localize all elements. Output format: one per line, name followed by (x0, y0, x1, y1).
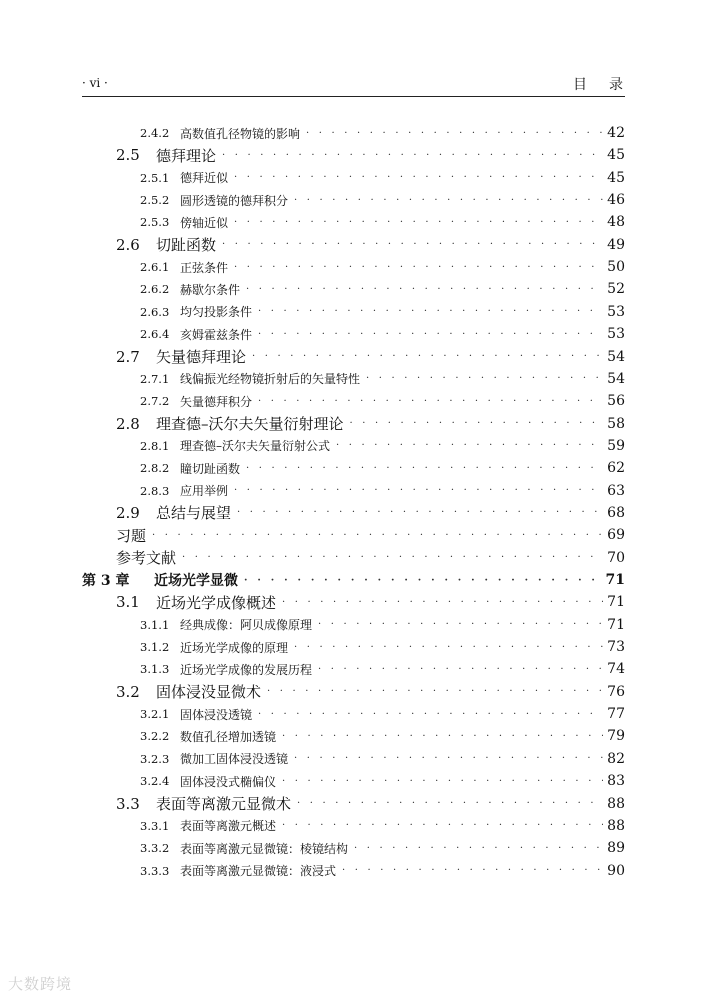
toc-entry-number: 2.6.4 (140, 327, 170, 342)
toc-entry[interactable] (140, 636, 625, 658)
toc-entry-number: 2.5 (116, 146, 140, 165)
toc-entry-number: 3.2.1 (140, 707, 170, 722)
dot-leader (294, 753, 603, 764)
toc-entry-number: 3.3.2 (140, 841, 170, 856)
dot-leader (342, 865, 603, 876)
toc-entry-title: 瞳切趾函数 (180, 461, 241, 476)
toc-entry-title: 固体浸没式椭偏仪 (180, 774, 277, 789)
toc-entry-number: 2.5.1 (140, 170, 170, 185)
toc-entry[interactable] (140, 167, 625, 189)
toc-entry-number: 2.7 (116, 347, 140, 366)
toc-entry-number: 2.6.2 (140, 282, 170, 297)
toc-entry-title: 理查德–沃尔夫矢量衍射理论 (156, 415, 344, 434)
toc-entry-page: 54 (607, 370, 625, 387)
toc-entry-title: 微加工固体浸没透镜 (180, 752, 289, 767)
toc-entry-title: 表面等离激元显微镜：液浸式 (180, 864, 337, 879)
dot-leader (258, 396, 603, 407)
toc-entry[interactable] (140, 457, 625, 479)
toc-entry-page: 62 (607, 460, 625, 477)
toc-entry-number: 第 3 章 (82, 573, 130, 589)
dot-leader (234, 172, 603, 183)
dot-leader (246, 284, 603, 295)
toc-entry[interactable] (116, 524, 625, 546)
dot-leader (318, 664, 603, 675)
toc-entry-number: 3.1.3 (140, 662, 170, 677)
toc-entry-number: 2.5.2 (140, 193, 170, 208)
toc-entry-title: 线偏振光经物镜折射后的矢量特性 (180, 372, 361, 387)
toc-entry-page: 71 (605, 572, 625, 588)
toc-entry-number: 3.2.2 (140, 729, 170, 744)
toc-entry-title: 高数值孔径物镜的影响 (180, 126, 301, 141)
toc-entry-number: 2.8.1 (140, 438, 170, 453)
toc-entry-title: 参考文献 (116, 549, 177, 568)
dot-leader (258, 329, 603, 340)
toc-entry-number: 3.2.3 (140, 751, 170, 766)
toc-entry[interactable] (140, 256, 625, 278)
toc-entry-number: 3.3 (116, 794, 140, 813)
toc-entry-page: 45 (607, 147, 625, 164)
toc-entry-number: 3.2 (116, 682, 140, 701)
dot-leader (350, 418, 604, 429)
toc-entry-number: 3.1.2 (140, 640, 170, 655)
toc-entry-page: 76 (607, 683, 625, 700)
toc-entry-title: 近场光学显微 (154, 573, 238, 589)
toc-entry-title: 近场光学成像的原理 (180, 640, 289, 655)
toc-entry-number: 2.8.2 (140, 461, 170, 476)
toc-entry[interactable] (116, 234, 625, 256)
toc-entry-page: 70 (607, 549, 625, 566)
toc-entry-title: 德拜理论 (156, 146, 217, 165)
toc-entry[interactable] (140, 211, 625, 233)
toc-entry-page: 77 (607, 706, 625, 723)
toc-entry-page: 54 (607, 348, 625, 365)
toc-entry[interactable] (116, 591, 625, 613)
toc-entry-title: 理查德–沃尔夫矢量衍射公式 (180, 439, 331, 454)
toc-entry[interactable] (140, 480, 625, 502)
dot-leader (282, 820, 603, 831)
page-number: · vi · (82, 76, 108, 90)
toc-entry-number: 2.8.3 (140, 483, 170, 498)
toc-entry-page: 69 (607, 527, 625, 544)
toc-entry-number: 2.7.1 (140, 371, 170, 386)
dot-leader (258, 709, 603, 720)
toc-entry-page: 73 (607, 639, 625, 656)
dot-leader (294, 642, 603, 653)
toc-entry-page: 79 (607, 728, 625, 745)
toc-entry-number: 2.6.1 (140, 260, 170, 275)
toc-entry-number: 3.3.3 (140, 863, 170, 878)
toc-entry[interactable] (140, 390, 625, 412)
dot-leader (234, 485, 603, 496)
toc-entry-number: 2.9 (116, 503, 140, 522)
toc-entry-title: 赫歇尔条件 (180, 282, 241, 297)
toc-entry-title: 表面等离激元显微镜：棱镜结构 (180, 841, 349, 856)
toc-entry[interactable] (140, 189, 625, 211)
toc-entry-title: 切趾函数 (156, 236, 217, 255)
toc-entry[interactable] (116, 547, 625, 569)
toc-entry[interactable] (140, 368, 625, 390)
dot-leader (282, 776, 603, 787)
toc-entry-number: 2.6 (116, 235, 140, 254)
toc-entry-title: 正弦条件 (180, 260, 229, 275)
toc-entry-page: 45 (607, 169, 625, 186)
toc-entry-page: 59 (607, 437, 625, 454)
toc-entry-page: 49 (607, 236, 625, 253)
toc-entry-page: 88 (607, 795, 625, 812)
dot-leader (318, 619, 603, 630)
toc-entry-page: 56 (607, 393, 625, 410)
dot-leader (282, 731, 603, 742)
toc-entry-title: 傍轴近似 (180, 215, 229, 230)
toc-entry[interactable] (140, 770, 625, 792)
toc-entry-page: 68 (607, 504, 625, 521)
toc-entry-page: 83 (607, 773, 625, 790)
toc-entry-page: 88 (607, 817, 625, 834)
toc-entry-page: 50 (607, 259, 625, 276)
toc-entry-title: 近场光学成像概述 (156, 593, 277, 612)
toc-entry[interactable] (140, 122, 625, 144)
toc-entry-title: 经典成像：阿贝成像原理 (180, 618, 313, 633)
toc-entry-title: 总结与展望 (156, 504, 232, 523)
toc-entry[interactable] (116, 793, 625, 815)
toc-entry[interactable] (116, 144, 625, 166)
dot-leader (282, 597, 603, 608)
toc-entry[interactable] (140, 837, 625, 859)
toc-entry[interactable] (116, 346, 625, 368)
toc-entry[interactable] (140, 278, 625, 300)
dot-leader (294, 195, 603, 206)
toc-entry-page: 48 (607, 214, 625, 231)
toc-entry-number: 3.1.1 (140, 617, 170, 632)
dot-leader (222, 150, 603, 161)
toc-entry-title: 习题 (116, 526, 147, 545)
toc-entry-title: 数值孔径增加透镜 (180, 729, 277, 744)
toc-entry-title: 表面等离激元概述 (180, 819, 277, 834)
running-header (82, 72, 645, 97)
toc-entry-page: 52 (607, 281, 625, 298)
toc-entry-title: 德拜近似 (180, 171, 229, 186)
dot-leader (366, 373, 603, 384)
toc-entry[interactable] (140, 748, 625, 770)
toc-entry-page: 46 (607, 192, 625, 209)
dot-leader (354, 843, 603, 854)
toc-entry-page: 53 (607, 326, 625, 343)
dot-leader (336, 440, 603, 451)
toc-entry[interactable] (140, 323, 625, 345)
toc-entry-title: 均匀投影条件 (180, 305, 253, 320)
toc-entry[interactable] (116, 413, 625, 435)
dot-leader (297, 798, 603, 809)
toc-entry-title: 圆形透镜的德拜积分 (180, 193, 289, 208)
toc-entry-title: 表面等离激元显微术 (156, 795, 292, 813)
toc-entry-page: 58 (607, 415, 625, 432)
toc-entry-number: 3.3.1 (140, 818, 170, 833)
toc-entry-page: 71 (607, 594, 625, 611)
toc-entry-page: 42 (607, 125, 625, 141)
dot-leader (258, 306, 603, 317)
toc-entry-page: 63 (607, 482, 625, 499)
dot-leader (252, 351, 603, 362)
toc-entry-title: 矢量德拜理论 (156, 348, 247, 366)
toc-entry-number: 2.8 (116, 414, 140, 433)
running-title: 目录 (573, 77, 645, 93)
toc-entry[interactable] (140, 301, 625, 323)
toc-entry[interactable] (140, 860, 625, 882)
dot-leader (244, 575, 602, 586)
toc-entry-title: 亥姆霍兹条件 (180, 327, 253, 342)
toc-entry-page: 89 (607, 840, 625, 857)
toc-entry[interactable] (140, 725, 625, 747)
toc-entry-number: 2.7.2 (140, 394, 170, 409)
dot-leader (246, 463, 603, 474)
toc-entry-number: 3.1 (116, 593, 140, 612)
toc-entry-title: 应用举例 (180, 484, 229, 499)
dot-leader (234, 217, 603, 228)
toc-entry-number: 2.5.3 (140, 215, 170, 230)
toc-entry-number: 2.6.3 (140, 304, 170, 319)
toc-entry-title: 矢量德拜积分 (180, 394, 253, 409)
watermark: 大数跨境 (8, 975, 73, 993)
toc-entry[interactable] (140, 658, 625, 680)
toc-entry[interactable] (140, 703, 625, 725)
toc-entry[interactable] (116, 502, 625, 524)
dot-leader (267, 686, 603, 697)
toc-entry[interactable] (140, 435, 625, 457)
dot-leader (234, 262, 603, 273)
toc-entry-title: 固体浸没显微术 (156, 683, 262, 702)
toc-entry[interactable] (140, 614, 625, 636)
toc-entry-page: 71 (607, 616, 625, 633)
toc-entry-page: 53 (607, 303, 625, 320)
toc-entry[interactable] (82, 569, 625, 591)
dot-leader (237, 507, 603, 518)
toc-entry-number: 3.2.4 (140, 774, 170, 789)
dot-leader (152, 530, 603, 541)
toc-entry-page: 90 (607, 862, 625, 879)
toc-entry-number: 2.4.2 (140, 126, 170, 140)
toc-entry-page: 74 (607, 661, 625, 678)
toc-entry[interactable] (140, 815, 625, 837)
dot-leader (222, 239, 603, 250)
dot-leader (306, 128, 603, 139)
toc-entry[interactable] (116, 681, 625, 703)
toc-entry-title: 固体浸没透镜 (180, 707, 253, 722)
dot-leader (182, 552, 603, 563)
toc-entry-title: 近场光学成像的发展历程 (180, 662, 313, 677)
toc-entry-page: 82 (607, 750, 625, 767)
